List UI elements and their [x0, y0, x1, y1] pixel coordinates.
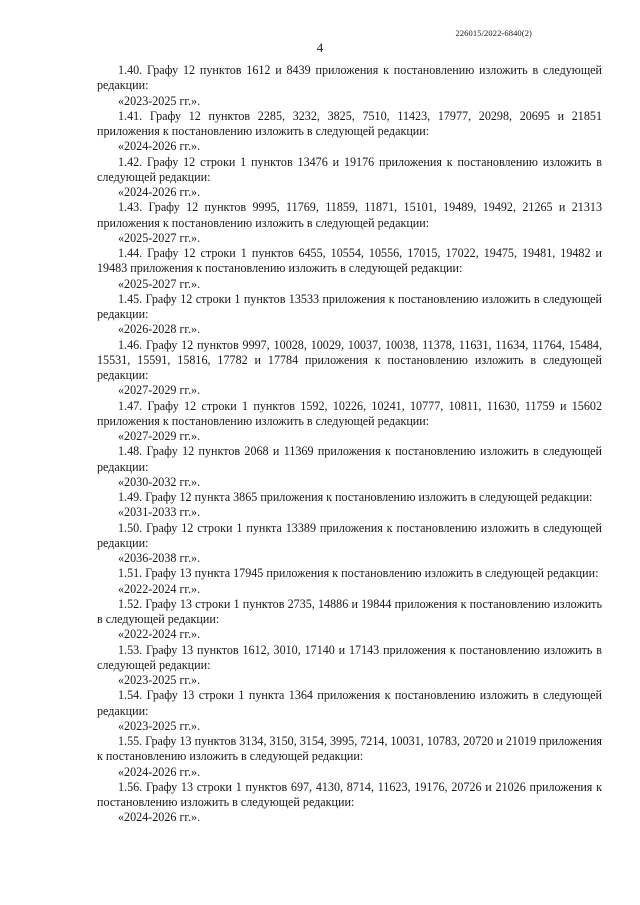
- amendment-period: «2023-2025 гг.».: [118, 93, 201, 108]
- amendment-text: 1.40. Графу 12 пунктов 1612 и 8439 приложения к постановлению изложить в следующей редакции:: [97, 63, 602, 93]
- amendment-text: 1.47. Графу 12 строки 1 пунктов 1592, 10226, 10241, 10777, 10811, 11630, 11759 и 15602 приложения к постановлению изложить в следующей редакции:: [97, 398, 602, 428]
- amendment-period: «2030-2032 гг.».: [118, 474, 201, 489]
- amendment-item: [97, 246, 602, 292]
- amendment-text: 1.44. Графу 12 строки 1 пунктов 6455, 10554, 10556, 17015, 17022, 19475, 19481, 19482 и 19483 приложения к постановлению изложить в следующей редакции:: [97, 246, 602, 276]
- amendment-text: 1.49. Графу 12 пункта 3865 приложения к постановлению изложить в следующей редакции:: [118, 490, 593, 504]
- amendment-period: «2022-2024 гг.».: [118, 581, 201, 596]
- document-body: [97, 63, 602, 826]
- amendment-text: 1.54. Графу 13 строки 1 пункта 1364 приложения к постановлению изложить в следующей редакции:: [97, 688, 602, 718]
- amendment-item: [97, 643, 602, 689]
- amendment-item: [97, 490, 602, 521]
- amendment-item: [97, 338, 602, 399]
- amendment-item: [97, 292, 602, 338]
- amendment-item: [97, 734, 602, 780]
- amendment-period: «2031-2033 гг.».: [118, 505, 201, 520]
- amendment-item: [97, 200, 602, 246]
- amendment-text: 1.51. Графу 13 пункта 17945 приложения к постановлению изложить в следующей редакции:: [118, 566, 599, 581]
- amendment-item: [97, 63, 602, 109]
- amendment-item: [97, 688, 602, 734]
- amendment-item: [97, 780, 602, 826]
- amendment-period: «2027-2029 гг.».: [118, 429, 201, 443]
- amendment-item: [97, 566, 602, 597]
- amendment-period: «2026-2028 гг.».: [118, 322, 201, 337]
- amendment-period: «2024-2026 гг.».: [118, 810, 201, 825]
- amendment-text: 1.53. Графу 13 пунктов 1612, 3010, 17140 и 17143 приложения к постановлению изложить в следующей редакции:: [97, 642, 602, 672]
- amendment-period: «2022-2024 гг.».: [118, 627, 201, 642]
- amendment-period: «2023-2025 гг.».: [118, 718, 201, 733]
- amendment-period: «2024-2026 гг.».: [118, 185, 201, 199]
- amendment-text: 1.48. Графу 12 пунктов 2068 и 11369 приложения к постановлению изложить в следующей редакции:: [97, 444, 602, 474]
- amendment-item: [97, 109, 602, 155]
- amendment-period: «2027-2029 гг.».: [118, 383, 201, 398]
- amendment-item: [97, 597, 602, 643]
- amendment-period: «2024-2026 гг.».: [118, 764, 201, 779]
- amendment-text: 1.50. Графу 12 строки 1 пункта 13389 приложения к постановлению изложить в следующей редакции:: [97, 520, 602, 550]
- amendment-item: [97, 155, 602, 201]
- amendment-period: «2023-2025 гг.».: [118, 673, 201, 687]
- amendment-text: 1.55. Графу 13 пунктов 3134, 3150, 3154, 3995, 7214, 10031, 10783, 20720 и 21019 приложения к постановлению изложить в следующей редакции:: [97, 734, 602, 764]
- amendment-item: [97, 521, 602, 567]
- amendment-item: [97, 399, 602, 445]
- amendment-text: 1.42. Графу 12 строки 1 пунктов 13476 и 19176 приложения к постановлению изложить в следующей редакции:: [97, 154, 602, 184]
- amendment-text: 1.52. Графу 13 строки 1 пунктов 2735, 14886 и 19844 приложения к постановлению изложить в следующей редакции:: [97, 596, 602, 626]
- amendment-period: «2024-2026 гг.».: [118, 139, 201, 154]
- amendment-item: [97, 444, 602, 490]
- amendment-period: «2025-2027 гг.».: [118, 230, 201, 245]
- amendment-text: 1.45. Графу 12 строки 1 пунктов 13533 приложения к постановлению изложить в следующей редакции:: [97, 291, 602, 321]
- amendment-text: 1.56. Графу 13 строки 1 пунктов 697, 4130, 8714, 11623, 19176, 20726 и 21026 приложения к постановлению изложить в следующей редакции:: [97, 779, 602, 809]
- amendment-text: 1.46. Графу 12 пунктов 9997, 10028, 10029, 10037, 10038, 11378, 11631, 11634, 11764, 15484, 15531, 15591, 15816, 17782 и 17784 приложения к постановлению изложить в следующей редакции:: [97, 337, 602, 382]
- amendment-period: «2025-2027 гг.».: [118, 276, 201, 291]
- amendment-text: 1.41. Графу 12 пунктов 2285, 3232, 3825, 7510, 11423, 17977, 20298, 20695 и 21851 приложения к постановлению изложить в следующей редакции:: [97, 108, 602, 138]
- page-number: 4: [316, 40, 324, 55]
- document-registration-number: 226015/2022-6840(2): [455, 28, 532, 38]
- amendment-text: 1.43. Графу 12 пунктов 9995, 11769, 11859, 11871, 15101, 19489, 19492, 21265 и 21313 приложения к постановлению изложить в следующей редакции:: [97, 200, 602, 230]
- amendment-period: «2036-2038 гг.».: [118, 551, 201, 565]
